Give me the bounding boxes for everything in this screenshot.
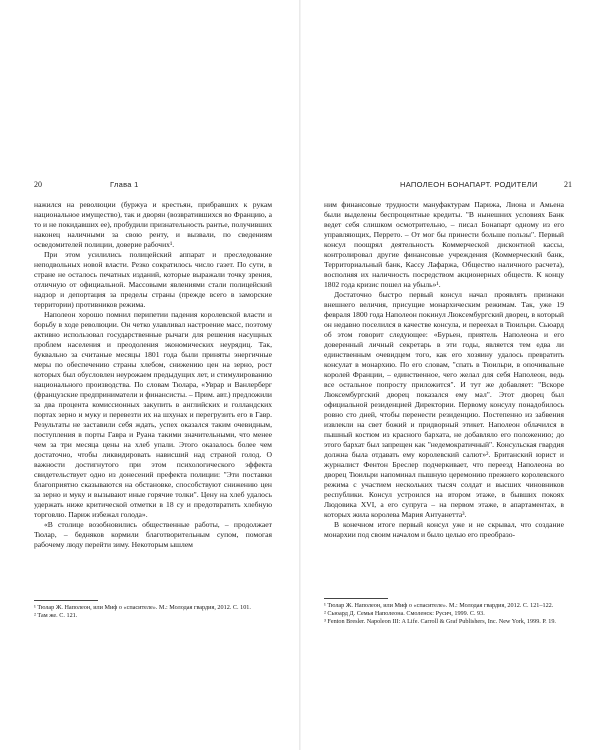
footnote: ¹ Тюлар Ж. Наполеон, или Миф о «спасителе». М.: Молодая гвардия, 2012. С. 121–122.: [324, 602, 554, 609]
footnotes-right: [324, 602, 564, 626]
page-number-left: 20: [34, 180, 42, 189]
footnotes-left: [34, 604, 272, 620]
paragraph: ним финансовые трудности мануфактурам Парижа, Лиона и Амьена были выделены беспроцентные кредиты. "В нынешних условиях Банк ведет себя слишком осмотрительно, – писал Бонапарт одному из его управляющих, Перрето. – От мог бы принести больше пользы". Первый консул поощрял деятельность Коммерческой дисконтной кассы, контролировал другие финансовые учреждения (Коммерческий банк, Территориальный банк, Кассу Лафаржа, Общество наличного расчета), восполняя их наличность посредством акционерных обществ. К концу 1802 года кризис пошел на убыль»¹.: [324, 200, 564, 289]
footnote: ¹ Тюлар Ж. Наполеон, или Миф о «спасителе». М.: Молодая гвардия, 2012. С. 101.: [34, 604, 251, 611]
footnote-rule: [324, 598, 388, 599]
body-text-left: [34, 200, 272, 550]
page-number-right: 21: [564, 180, 572, 189]
footnote-rule: [34, 600, 98, 601]
footnote: ² Сьюард Д. Семья Наполеона. Смоленск: Русич, 1999. С. 93.: [324, 610, 485, 617]
footnote: ² Там же. С. 121.: [34, 612, 78, 619]
paragraph: нажился на революции (буржуа и крестьян, прибравших к рукам национальное имущество), так и дворян (возвратившихся во Францию, а то и не покидавших ее), пробудили признательность рантье, получивших наконец наличными за свою ренту, и вызвали, по сведениям осведомителей полиции, доверие рабочих¹.: [34, 200, 272, 249]
running-head-left: Глава 1: [110, 180, 139, 189]
paragraph: Наполеон хорошо помнил перипетии падения королевской власти и борьбу в ходе революции. Он четко улавливал настроение масс, поэтому активно использовал государственные рычаги для решения насущных проблем населения и преодоления экономических неурядиц. Так, буквально за считаные месяцы 1801 года были приняты энергичные меры по обеспечению страны хлебом, снижению цен на зерно, рост которых был обусловлен неурожаем предыдущих лет, и стимулированию национального производства. По словам Тюлара, «Уврар и Ванлерберг (французские предприниматели и финансисты. – Прим. авт.) предложили за два процента комиссионных закупить в английских и голландских портах зерно и муку и перевезти их на шхунах и перегрузить его в Гавр. Результаты не заставили себя ждать, успех оказался таким очевидным, поступления в порты Гавра и Руана такими значительными, что менее чем за три месяца цены на хлеб упали. Этого оказалось более чем достаточно, чтобы ликвидировать нависший над страной голод. О важности достигнутого при этом психологического эффекта свидетельствует одно из донесений префекта полиции: "Эти поставки благоприятно сказываются на обстановке, способствуют снижению цен за зерно и муку и вызывают иные горячие толки". Цену на хлеб удалось удержать ниже критической отметки в 18 су и предотвратить хлебную торговлю. Париж избежал голода».: [34, 310, 272, 519]
paragraph: Достаточно быстро первый консул начал проявлять признаки внешнего величия, присущие монархическим режимам. Так, уже 19 февраля 1800 года Наполеон покинул Люксембургский дворец, в который он недавно поселился в качестве консула, и переехал в Тюильри. Сьюард об этом говорит следующее: «Бурьен, приятель Наполеона и его доверенный личный секретарь в эти годы, является тем едва ли единственным очевидцем того, как его хозяину удалось превратить консулат в монархию. По его словам, "спать в Тюильри, в опочивальне королей Франции, – единственное, чего желал для себя Наполеон, ведь все остальное попросту приложится". И тут же добавляет: "Вскоре Люксембургский дворец показался ему мал". Этот дворец был официальной резиденцией Директории. Первому консулу понадобилось ровно сто дней, чтобы перенести резиденцию. Постепенно из забвения извлекли на свет божий и придворный этикет. Наполеон облачился в пышный костюм из красного бархата, не добавляло его положению; до этого бархат был запрещен как "недемократичный". Консульская гвардия должна была отдавать ему королевский салют»². Британский юрист и журналист Фентон Бреслер подчеркивает, что переезд Наполеона во дворец Тюильри напоминал пышную церемонию прежнего королевского режима с участием нескольких тысяч солдат и высших чиновников республики. Консул устроился на втором этаже, в бывших покоях Людовика XVI, а его супруга – на первом этаже, в апартаментах, в которых жила королева Мария Антуанетта³.: [324, 290, 564, 519]
paragraph: «В столице возобновились общественные работы, – продолжает Тюлар, – бедняков кормили благотворительным супом, помогая рабочему люду перейти зиму. Некоторым ышлем: [34, 520, 272, 549]
paragraph: В конечном итоге первый консул уже и не скрывал, что создание монархии под своим началом и было целью его преобразо-: [324, 520, 564, 539]
body-text-right: [324, 200, 564, 540]
paragraph: При этом усилились полицейский аппарат и преследование неподвольных новой власти. Резко сократилось число газет. По сути, в стране не осталось печатных изданий, которые выражали точку зрения, отличную от официальной. Массовыми явлениями стали полицейский надзор и депортация за пределы страны (прежде всего в заморские территории) противников режима.: [34, 250, 272, 309]
running-head-right: НАПОЛЕОН БОНАПАРТ. РОДИТЕЛИ: [400, 180, 538, 189]
footnote: ³ Fenton Bresler. Napoleon III: A Life. Carroll & Graf Publishers, Inc. New York, 1999. P. 19.: [324, 618, 556, 625]
